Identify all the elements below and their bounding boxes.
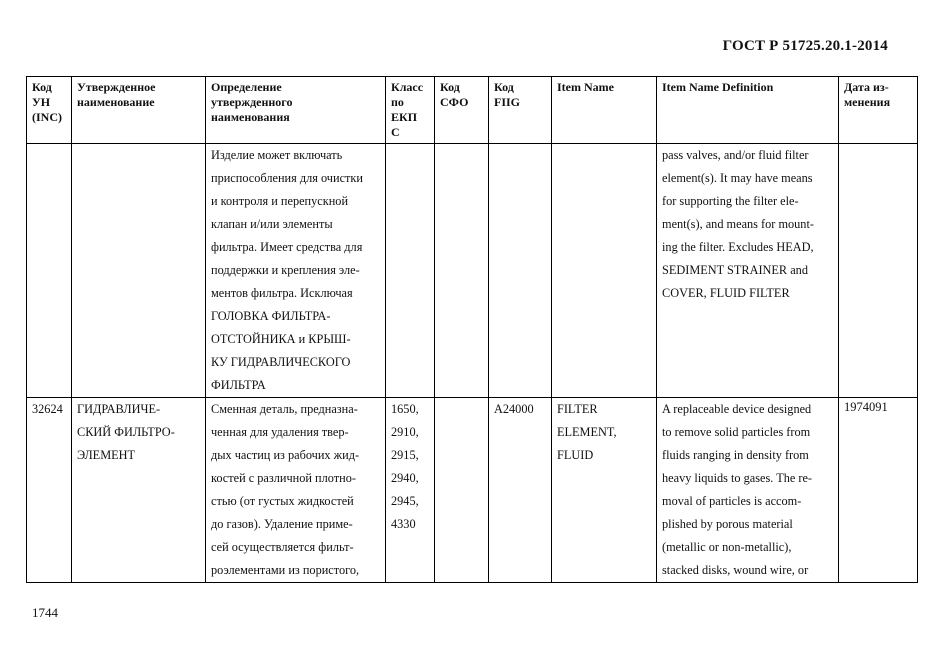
cell-sfo-code bbox=[435, 144, 489, 398]
cell-item-name-definition: A replaceable device designed to remove solid particles from fluids ranging in density from heavy liquids to gases. The re- moval of particles is accom- plished by porous material (metallic or non-metallic), stacked disks, wound wire, or bbox=[657, 398, 839, 583]
col-header-item-name-definition: Item Name Definition bbox=[657, 77, 839, 144]
cell-approved-definition: Изделие может включать приспособления для очистки и контроля и перепускной клапан и/или элементы фильтра. Имеет средства для поддержки и крепления эле- ментов фильтра. Исключая ГОЛОВКА ФИЛЬТРА- ОТСТОЙНИКА и КРЫШ- КУ ГИДРАВЛИЧЕСКОГО ФИЛЬТРА bbox=[206, 144, 386, 398]
col-header-item-name: Item Name bbox=[552, 77, 657, 144]
col-header-inc: Код УН (INC) bbox=[27, 77, 72, 144]
cell-item-name-definition: pass valves, and/or fluid filter element(s). It may have means for supporting the filter ele- ment(s), and means for mount- ing the filter. Excludes HEAD, SEDIMENT STRAINER and COVER, FLUID FILTER bbox=[657, 144, 839, 398]
cell-approved-name bbox=[72, 144, 206, 398]
cell-approved-name: ГИДРАВЛИЧЕ- СКИЙ ФИЛЬТРО- ЭЛЕМЕНТ bbox=[72, 398, 206, 583]
cell-inc bbox=[27, 144, 72, 398]
col-header-ekps-class: Класс по ЕКП С bbox=[386, 77, 435, 144]
cell-inc: 32624 bbox=[27, 398, 72, 583]
cell-fiig-code bbox=[489, 144, 552, 398]
cell-item-name bbox=[552, 144, 657, 398]
table-row bbox=[27, 144, 918, 398]
col-header-sfo-code: Код СФО bbox=[435, 77, 489, 144]
table-header-row bbox=[27, 77, 918, 144]
col-header-approved-definition: Определение утвержденного наименования bbox=[206, 77, 386, 144]
page-number: 1744 bbox=[32, 605, 58, 620]
cell-ekps-class: 1650, 2910, 2915, 2940, 2945, 4330 bbox=[386, 398, 435, 583]
document-header: ГОСТ Р 51725.20.1-2014 bbox=[722, 38, 888, 54]
classification-table bbox=[26, 76, 918, 583]
cell-change-date bbox=[839, 144, 918, 398]
cell-sfo-code bbox=[435, 398, 489, 583]
col-header-approved-name: Утвержденное наименование bbox=[72, 77, 206, 144]
cell-change-date: 1974091 bbox=[839, 398, 918, 583]
cell-item-name: FILTER ELEMENT, FLUID bbox=[552, 398, 657, 583]
col-header-fiig-code: Код FIIG bbox=[489, 77, 552, 144]
col-header-change-date: Дата из- менения bbox=[839, 77, 918, 144]
table-row bbox=[27, 398, 918, 583]
cell-approved-definition: Сменная деталь, предназна- ченная для удаления твер- дых частиц из рабочих жид- костей с различной плотно- стью (от густых жидкостей до газов). Удаление приме- сей осуществляется фильт- роэлементами из пористого, bbox=[206, 398, 386, 583]
cell-ekps-class bbox=[386, 144, 435, 398]
cell-fiig-code: A24000 bbox=[489, 398, 552, 583]
